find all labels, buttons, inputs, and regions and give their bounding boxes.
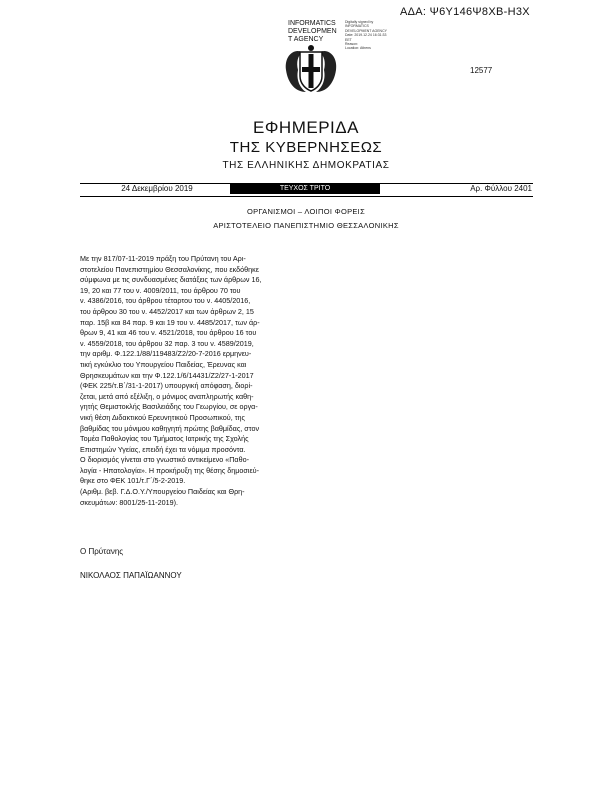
text-line: στοτελείου Πανεπιστημίου Θεσσαλονίκης, που εκδόθηκε: [80, 264, 259, 274]
section-heading: ΟΡΓΑΝΙΣΜΟΙ – ΛΟΙΠΟΙ ΦΟΡΕΙΣ: [246, 207, 366, 216]
stamp-detail: DEVELOPMENT AGENCY: [345, 28, 387, 33]
stamp-line: T AGENCY: [288, 36, 324, 43]
signer-role: Ο Πρύτανης: [80, 547, 124, 556]
text-line: Θρησκευμάτων και την Φ.122.1/6/14431/Z2/27-1-2017: [80, 370, 254, 380]
text-line: νική θέση Διδακτικού Ερευνητικού Προσωπικού, της: [80, 412, 246, 422]
stamp-line: DEVELOPMEN: [288, 28, 337, 35]
text-line: ν. 4559/2018, του άρθρου 32 παρ. 3 του ν. 4589/2019,: [80, 338, 254, 348]
stamp-line: INFORMATICS: [288, 20, 336, 27]
gazette-subtitle: ΤΗΣ ΕΛΛΗΝΙΚΗΣ ΔΗΜΟΚΡΑΤΙΑΣ: [222, 160, 390, 171]
stamp-detail: Date: 2019.12.24 16:31:33: [345, 33, 387, 38]
page-number: 12577: [470, 66, 493, 75]
text-line: (ΦΕΚ 225/τ.Β΄/31-1-2017) υπουργική απόφαση, διορί-: [80, 381, 253, 391]
text-line: θηκε στο ΦΕΚ 101/τ.Γ΄/5-2-2019.: [80, 476, 186, 486]
text-line: Τομέα Παθολογίας του Τμήματος Ιατρικής της Σχολής: [80, 434, 249, 444]
text-line: παρ. 15β και 84 παρ. 9 και 19 του ν. 4485/2017, των άρ-: [80, 317, 260, 327]
text-line: του άρθρου 30 του ν. 4452/2017 και των άρθρων 2, 15: [80, 306, 254, 316]
greek-coat-of-arms-icon: [280, 42, 342, 98]
text-line: 19, 20 και 77 του ν. 4009/2011, του άρθρου 70 του: [80, 285, 241, 295]
text-line: ν. 4386/2016, του άρθρου τέταρτου του ν. 4405/2016,: [80, 296, 251, 306]
text-line: λογία - Ηπατολογία». Η προκήρυξη της θέσης δημοσιεύ-: [80, 465, 259, 475]
stamp-detail: Reason:: [345, 42, 359, 47]
text-line: Με την 817/07-11-2019 πράξη του Πρύτανη του Αρι-: [80, 254, 246, 263]
text-line: (Αριθμ. βεβ. Γ.Δ.Ο.Υ./Υπουργείου Παιδείας και Θρη-: [80, 487, 245, 497]
stamp-detail: Digitally signed by: [345, 20, 374, 24]
issue-date: 24 Δεκεμβρίου 2019: [121, 184, 193, 193]
institution-name: ΑΡΙΣΤΟΤΕΛΕΙΟ ΠΑΝΕΠΙΣΤΗΜΙΟ ΘΕΣΣΑΛΟΝΙΚΗΣ: [213, 221, 399, 230]
signer-name: ΝΙΚΟΛΑΟΣ ΠΑΠΑΪΩΑΝΝΟΥ: [80, 571, 182, 580]
stamp-detail: EET: [345, 37, 352, 42]
sheet-number: Αρ. Φύλλου 2401: [470, 184, 532, 193]
gazette-title-line2: ΤΗΣ ΚΥΒΕΡΝΗΣΕΩΣ: [229, 139, 383, 156]
gazette-title: ΕΦΗΜΕΡΙΔΑ: [253, 118, 359, 137]
text-line: ζεται, μετά από εξέλιξη, ο μόνιμος αναπληρωτής καθη-: [80, 391, 254, 401]
volume-label: ΤΕΥΧΟΣ ΤΡΙΤΟ: [230, 184, 380, 194]
text-line: βαθμίδας του μόνιμου καθηγητή πρώτης βαθμίδας, στον: [80, 423, 260, 433]
text-line: τική εγκύκλιο του Υπουργείου Παιδείας, Έρευνας και: [80, 359, 247, 369]
text-line: Ο διορισμός γίνεται στο γνωστικό αντικείμενο «Παθο-: [80, 455, 249, 465]
text-line: γητής Θεμιστοκλής Βασιλειάδης του Γεωργίου, σε οργα-: [80, 402, 258, 412]
text-line: σκευμάτων: 8001/25-11-2019).: [80, 497, 179, 507]
digital-signature-details: [345, 20, 405, 51]
text-line: την αριθμ. Φ.122.1/88/119483/Z2/20-7-2016 ερμηνευ-: [80, 349, 252, 359]
decision-text: [80, 254, 310, 508]
text-line: Επιστημών Υγείας, επειδή έχει τα νόμιμα προσόντα.: [80, 444, 246, 454]
stamp-detail: Location: Athens: [345, 46, 371, 51]
ada-code: ΑΔΑ: Ψ6Υ146Ψ8ΧΒ-Η3Χ: [400, 6, 530, 18]
text-line: θρων 9, 41 και 46 του ν. 4521/2018, του άρθρου 16 του: [80, 328, 257, 338]
text-line: σύμφωνα με τις συνδυασμένες διατάξεις των άρθρων 16,: [80, 275, 262, 285]
stamp-detail: INFORMATICS: [345, 24, 369, 29]
